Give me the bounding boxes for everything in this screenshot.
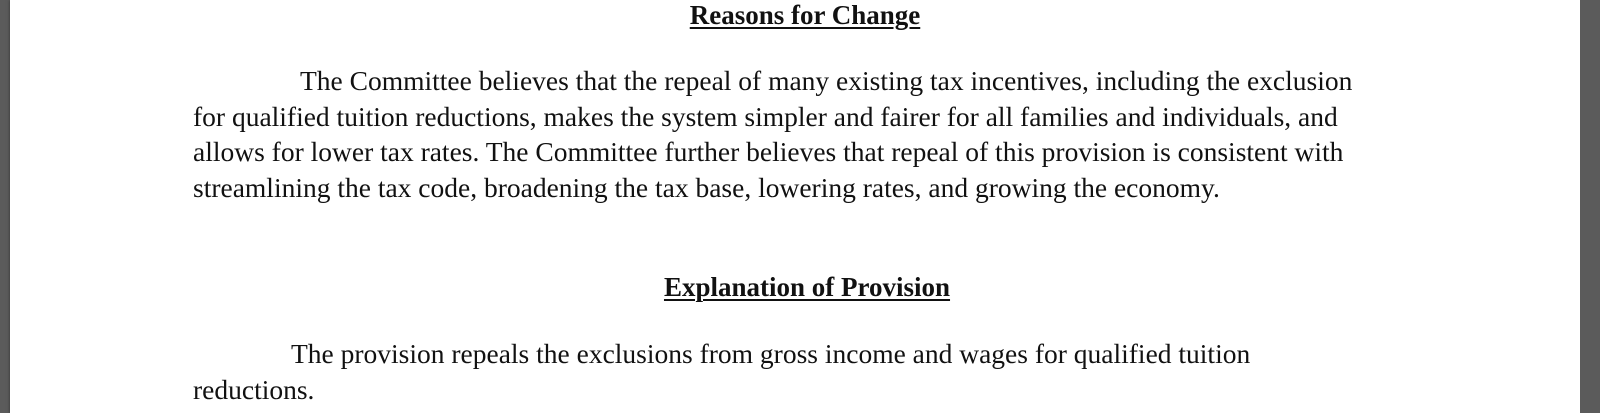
section-heading-text: Reasons for Change [689, 0, 921, 30]
viewer-right-edge [1580, 0, 1600, 413]
section-heading-reasons-for-change [20, 0, 1580, 32]
section-heading-text: Explanation of Provision [663, 272, 951, 302]
document-page[interactable] [10, 0, 1580, 413]
section-heading-explanation-of-provision [22, 270, 1580, 304]
reasons-paragraph: The Committee believes that the repeal of many existing tax incentives, including the exclusion for qualified tuition reductions, makes the system simpler and fairer for all families and individuals, and allows for lower tax rates. The Committee further believes that repeal of this provision is consistent with streamlining the tax code, broadening the tax base, lowering rates, and growing the economy. [193, 65, 1353, 203]
explanation-paragraph: The provision repeals the exclusions from gross income and wages for qualified tuition reductions. [193, 338, 1251, 405]
